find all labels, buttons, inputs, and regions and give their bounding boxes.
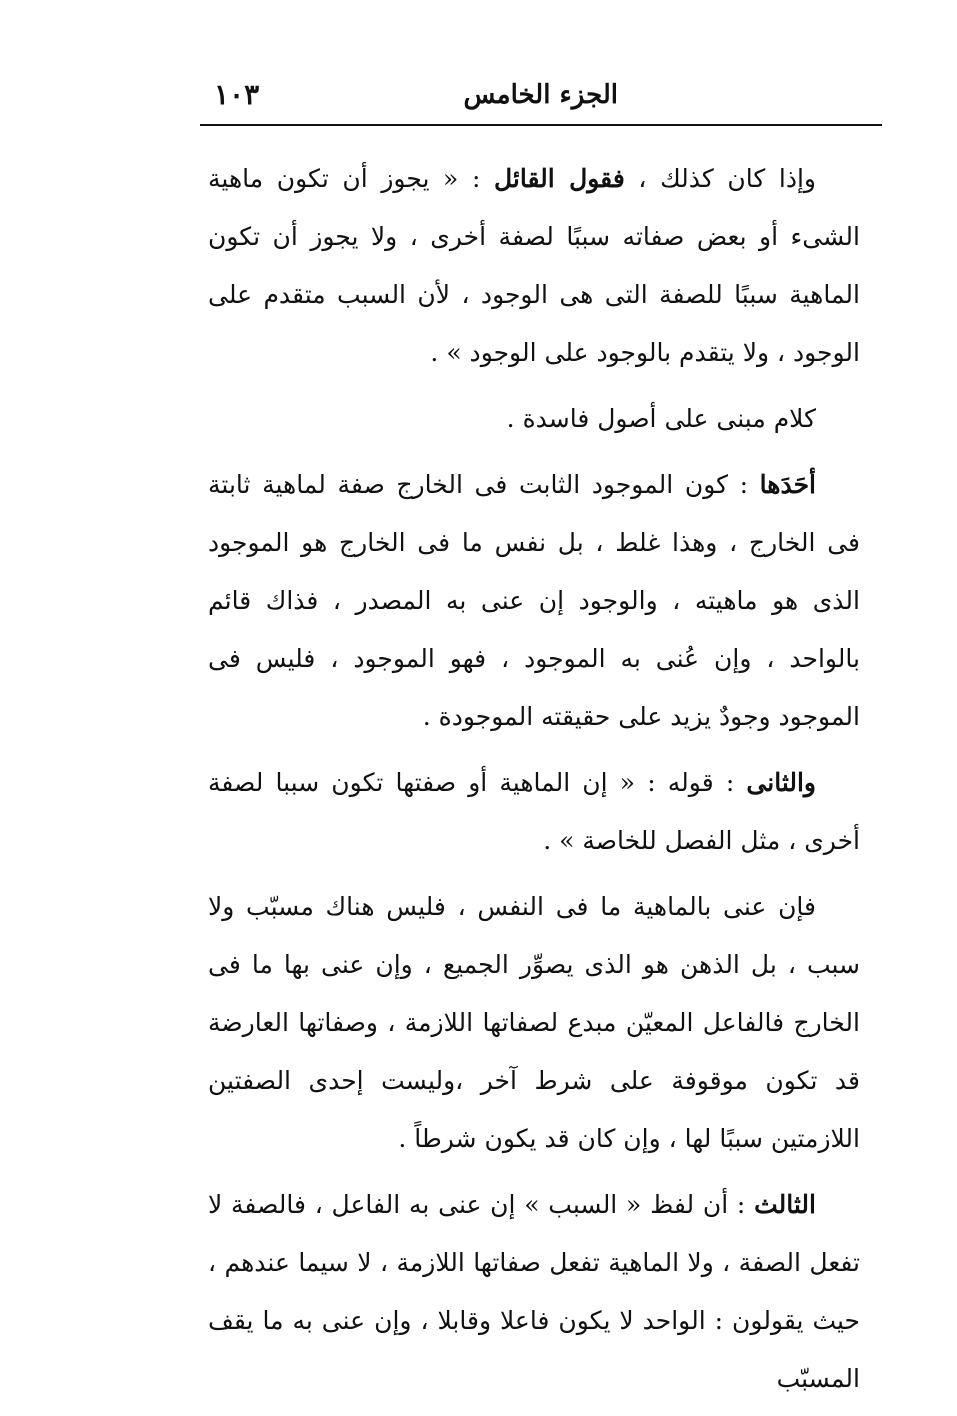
paragraph-lead: والثانى xyxy=(746,768,816,797)
running-title: الجزء الخامس xyxy=(463,80,618,110)
paragraph-intro: وإذا كان كذلك ، xyxy=(624,164,817,193)
paragraph-text: فإن عنى بالماهية ما فى النفس ، فليس هناك مسبّب ولا سبب ، بل الذهن هو الذى يصوِّر الجميع ، وإن عنى بها ما فى الخارج فالفاعل المعيّن مبدع لصفاتها اللازمة ، وصفاتها العارضة قد تكون موقوفة على شرط آخر ،وليست إحدى الصفتين اللازمتين سببًا لها ، وإن كان قد يكون شرطاً . xyxy=(208,892,860,1153)
page-number: ١٠٣ xyxy=(214,78,260,111)
paragraph-lead: فقول القائل xyxy=(494,164,625,193)
paragraph-text: : كون الموجود الثابت فى الخارج صفة لماهية ثابتة فى الخارج ، وهذا غلط ، بل نفس ما فى الخارج هو الموجود الذى هو ماهيته ، والوجود إن عنى به المصدر ، فذاك قائم بالواحد ، وإن عُنى به الموجود ، فهو الموجود ، فليس فى الموجود وجودٌ يزيد على حقيقته الموجودة . xyxy=(208,470,860,731)
paragraph-text: : قوله : « إن الماهية أو صفتها تكون سببا لصفة أخرى ، مثل الفصل للخاصة » . xyxy=(208,768,860,855)
paragraph xyxy=(208,754,860,870)
body-text xyxy=(208,150,860,1416)
paragraph xyxy=(208,390,860,448)
paragraph-lead: الثالث xyxy=(754,1190,816,1219)
paragraph-text: : أن لفظ « السبب » إن عنى به الفاعل ، فالصفة لا تفعل الصفة ، ولا الماهية تفعل صفاتها اللازمة ، لا سيما عندهم ، حيث يقولون : الواحد لا يكون فاعلا وقابلا ، وإن عنى به ما يقف المسبّب xyxy=(208,1190,860,1393)
paragraph xyxy=(208,150,860,382)
paragraph xyxy=(208,878,860,1168)
header-rule xyxy=(200,124,882,126)
page-header xyxy=(200,72,880,122)
paragraph xyxy=(208,1176,860,1408)
paragraph-text: : « يجوز أن تكون ماهية الشىء أو بعض صفاته سببًا لصفة أخرى ، ولا يجوز أن تكون الماهية سببًا للصفة التى هى الوجود ، لأن السبب متقدم على الوجود ، ولا يتقدم بالوجود على الوجود » . xyxy=(208,164,860,367)
paragraph-text: كلام مبنى على أصول فاسدة . xyxy=(506,404,816,433)
paragraph-lead: أحَدَها xyxy=(759,470,816,499)
paragraph xyxy=(208,456,860,746)
